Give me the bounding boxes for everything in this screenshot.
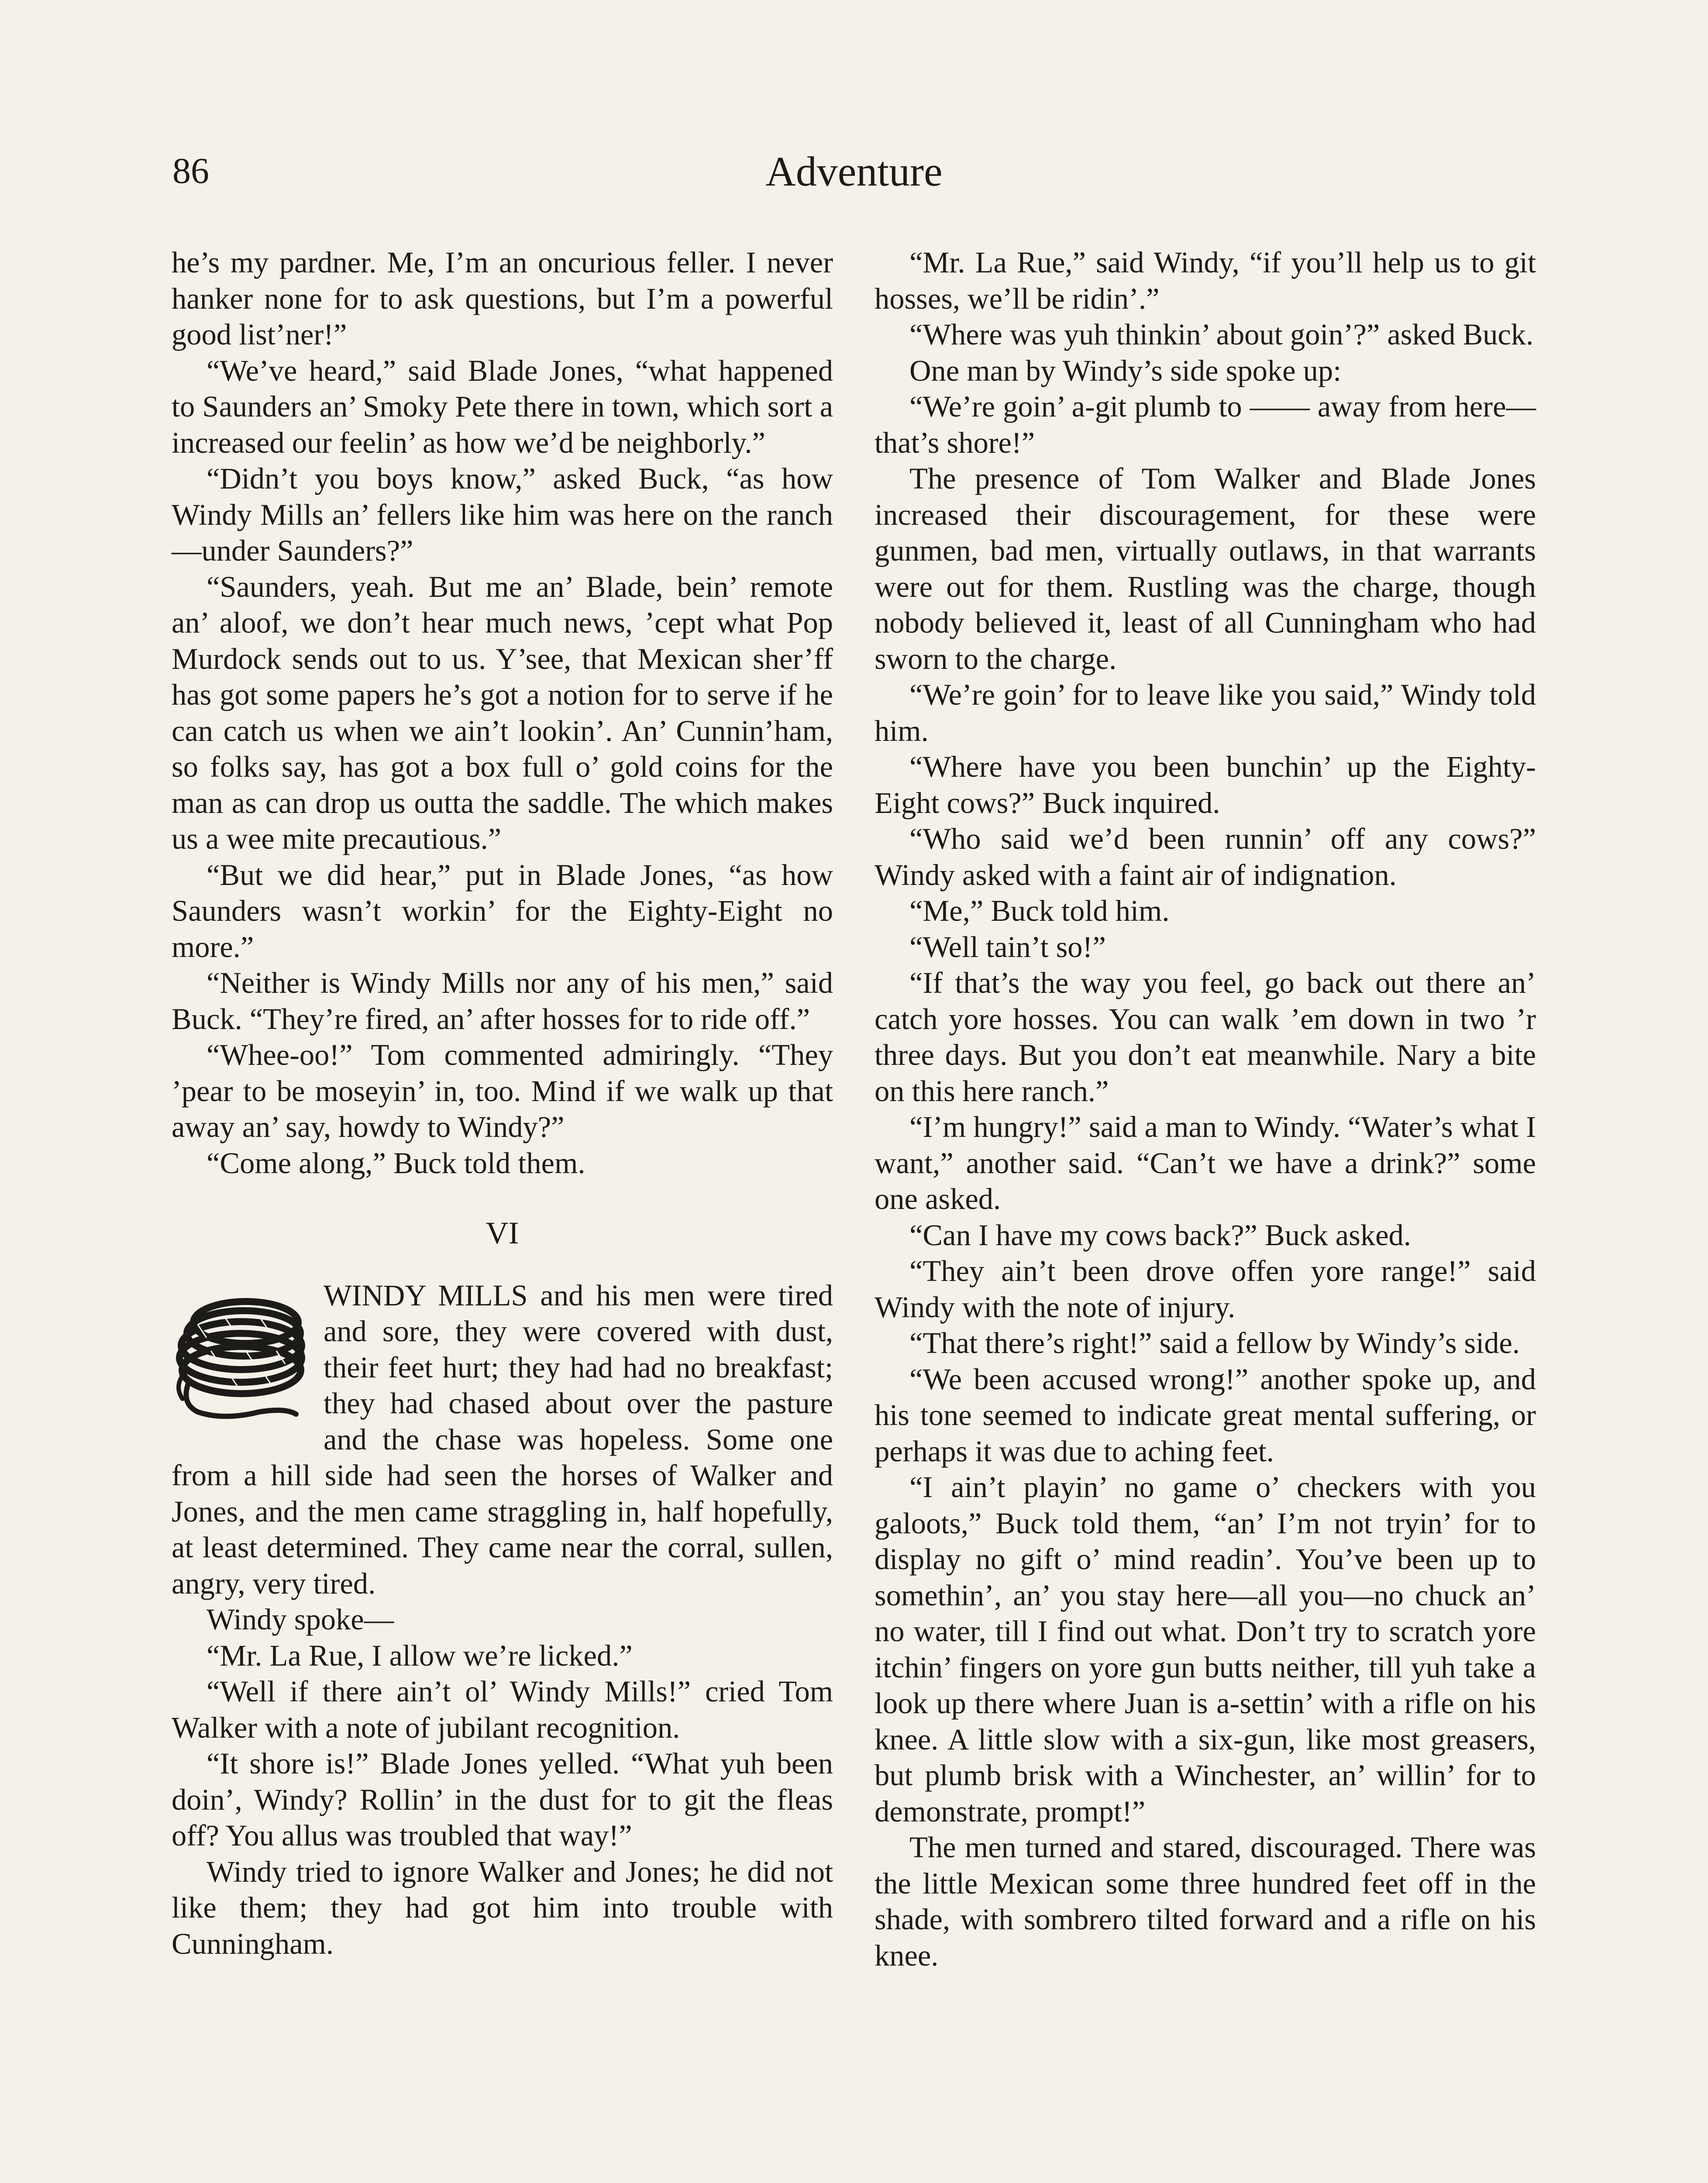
paragraph: he’s my pardner. Me, I’m an oncurious feller. I never hanker none for to ask questions, but I’m a powerful good list’ner!”: [172, 246, 833, 351]
paragraph: Windy spoke—: [207, 1603, 394, 1636]
paragraph: “Who said we’d been runnin’ off any cows?” Windy asked with a faint air of indignation.: [875, 822, 1536, 892]
paragraph: “Didn’t you boys know,” asked Buck, “as how Windy Mills an’ fellers like him was here on the ranch—under Saunders?”: [172, 462, 833, 567]
paragraph: “We’re goin’ a-git plumb to —— away from here—that’s shore!”: [875, 390, 1536, 459]
paragraph: “Saunders, yeah. But me an’ Blade, bein’ remote an’ aloof, we don’t hear much news, ’cept what Pop Murdock sends out to us. Y’see, that Mexican sher’ff has got some papers he’s got a notion for to serve if he can catch us when we ain’t lookin’. An’ Cunnin’ham, so folks say, has got a box full o’ gold coins for the man as can drop us outta the saddle. The which makes us a wee mite precautious.”: [172, 570, 833, 855]
paragraph: “Whee-oo!” Tom commented admiringly. “They ’pear to be moseyin’ in, too. Mind if we walk up that away an’ say, howdy to Windy?”: [172, 1038, 833, 1143]
paragraph: “Mr. La Rue,” said Windy, “if you’ll help us to git hosses, we’ll be ridin’.”: [875, 246, 1536, 315]
magazine-title: Adventure: [765, 148, 943, 195]
paragraph: “Mr. La Rue, I allow we’re licked.”: [207, 1639, 633, 1672]
paragraph: “It shore is!” Blade Jones yelled. “What yuh been doin’, Windy? Rollin’ in the dust for to git the fleas off? You allus was troubled that way!”: [172, 1747, 833, 1852]
paragraph: “Come along,” Buck told them.: [207, 1146, 585, 1180]
paragraph: “Me,” Buck told him.: [909, 894, 1170, 927]
paragraph: “We’ve heard,” said Blade Jones, “what happened to Saunders an’ Smoky Pete there in town, which sort a increased our feelin’ as how we’d be neighborly.”: [172, 354, 833, 459]
paragraph: “Neither is Windy Mills nor any of his men,” said Buck. “They’re fired, an’ after hosses for to ride off.”: [172, 966, 833, 1036]
paragraph: The presence of Tom Walker and Blade Jones increased their discouragement, for these were gunmen, bad men, virtually outlaws, in that warrants were out for them. Rustling was the charge, though nobody believed it, least of all Cunningham who had sworn to the charge.: [875, 462, 1536, 675]
paragraph: “We’re goin’ for to leave like you said,” Windy told him.: [875, 678, 1536, 747]
paragraph: “Where was yuh thinkin’ about goin’?” asked Buck.: [909, 318, 1534, 351]
paragraph: WINDY MILLS and his men were tired and sore, they were covered with dust, their feet hurt; they had had no breakfast; they had chased about over the pasture and the chase was hopeless. Some one from a hill side had seen the horses of Walker and Jones, and the men came straggling in, half hopefully, at least determined. They came near the corral, sullen, angry, very tired.: [172, 1278, 833, 1600]
paragraph: The men turned and stared, discouraged. There was the little Mexican some three hundred feet off in the shade, with sombrero tilted forward and a rifle on his knee.: [875, 1831, 1536, 1972]
paragraph: “I’m hungry!” said a man to Windy. “Water’s what I want,” another said. “Can’t we have a drink?” some one asked.: [875, 1110, 1536, 1215]
paragraph: Windy tried to ignore Walker and Jones; he did not like them; they had got him into trouble with Cunningham.: [172, 1855, 833, 1960]
paragraph: “Well tain’t so!”: [909, 930, 1106, 964]
paragraph: One man by Windy’s side spoke up:: [909, 354, 1342, 387]
paragraph: “But we did hear,” put in Blade Jones, “as how Saunders wasn’t workin’ for the Eighty-Eight no more.”: [172, 858, 833, 964]
paragraph: “I ain’t playin’ no game o’ checkers with you galoots,” Buck told them, “an’ I’m not tryin’ for to display no gift o’ mind readin’. You’ve been up to somethin’, an’ you stay here—all you—no chuck an’ no water, till I find out what. Don’t try to scratch yore itchin’ fingers on yore gun butts neither, till yuh take a look up there where Juan is a-settin’ with a rifle on his knee. A little slow with a six-gun, like most greasers, but plumb brisk with a Winchester, an’ willin’ for to demonstrate, prompt!”: [875, 1470, 1536, 1828]
paragraph: “Well if there ain’t ol’ Windy Mills!” cried Tom Walker with a note of jubilant recognition.: [172, 1675, 833, 1744]
paragraph: “Can I have my cows back?” Buck asked.: [909, 1218, 1411, 1252]
paragraph: “If that’s the way you feel, go back out there an’ catch yore hosses. You can walk ’em down in two ’r three days. But you don’t eat meanwhile. Nary a bite on this here ranch.”: [875, 966, 1536, 1108]
coiled-rope-icon: [172, 1281, 311, 1429]
paragraph: “We been accused wrong!” another spoke up, and his tone seemed to indicate great mental suffering, or perhaps it was due to aching feet.: [875, 1362, 1536, 1468]
page-number: 86: [172, 151, 209, 191]
paragraph: “Where have you been bunchin’ up the Eighty-Eight cows?” Buck inquired.: [875, 750, 1536, 819]
right-column: [875, 244, 1536, 1973]
left-column: [172, 244, 833, 1962]
paragraph: “They ain’t been drove offen yore range!” said Windy with the note of injury.: [875, 1254, 1536, 1324]
paragraph: “That there’s right!” said a fellow by Windy’s side.: [909, 1326, 1520, 1360]
section-heading: VI: [486, 1215, 519, 1250]
